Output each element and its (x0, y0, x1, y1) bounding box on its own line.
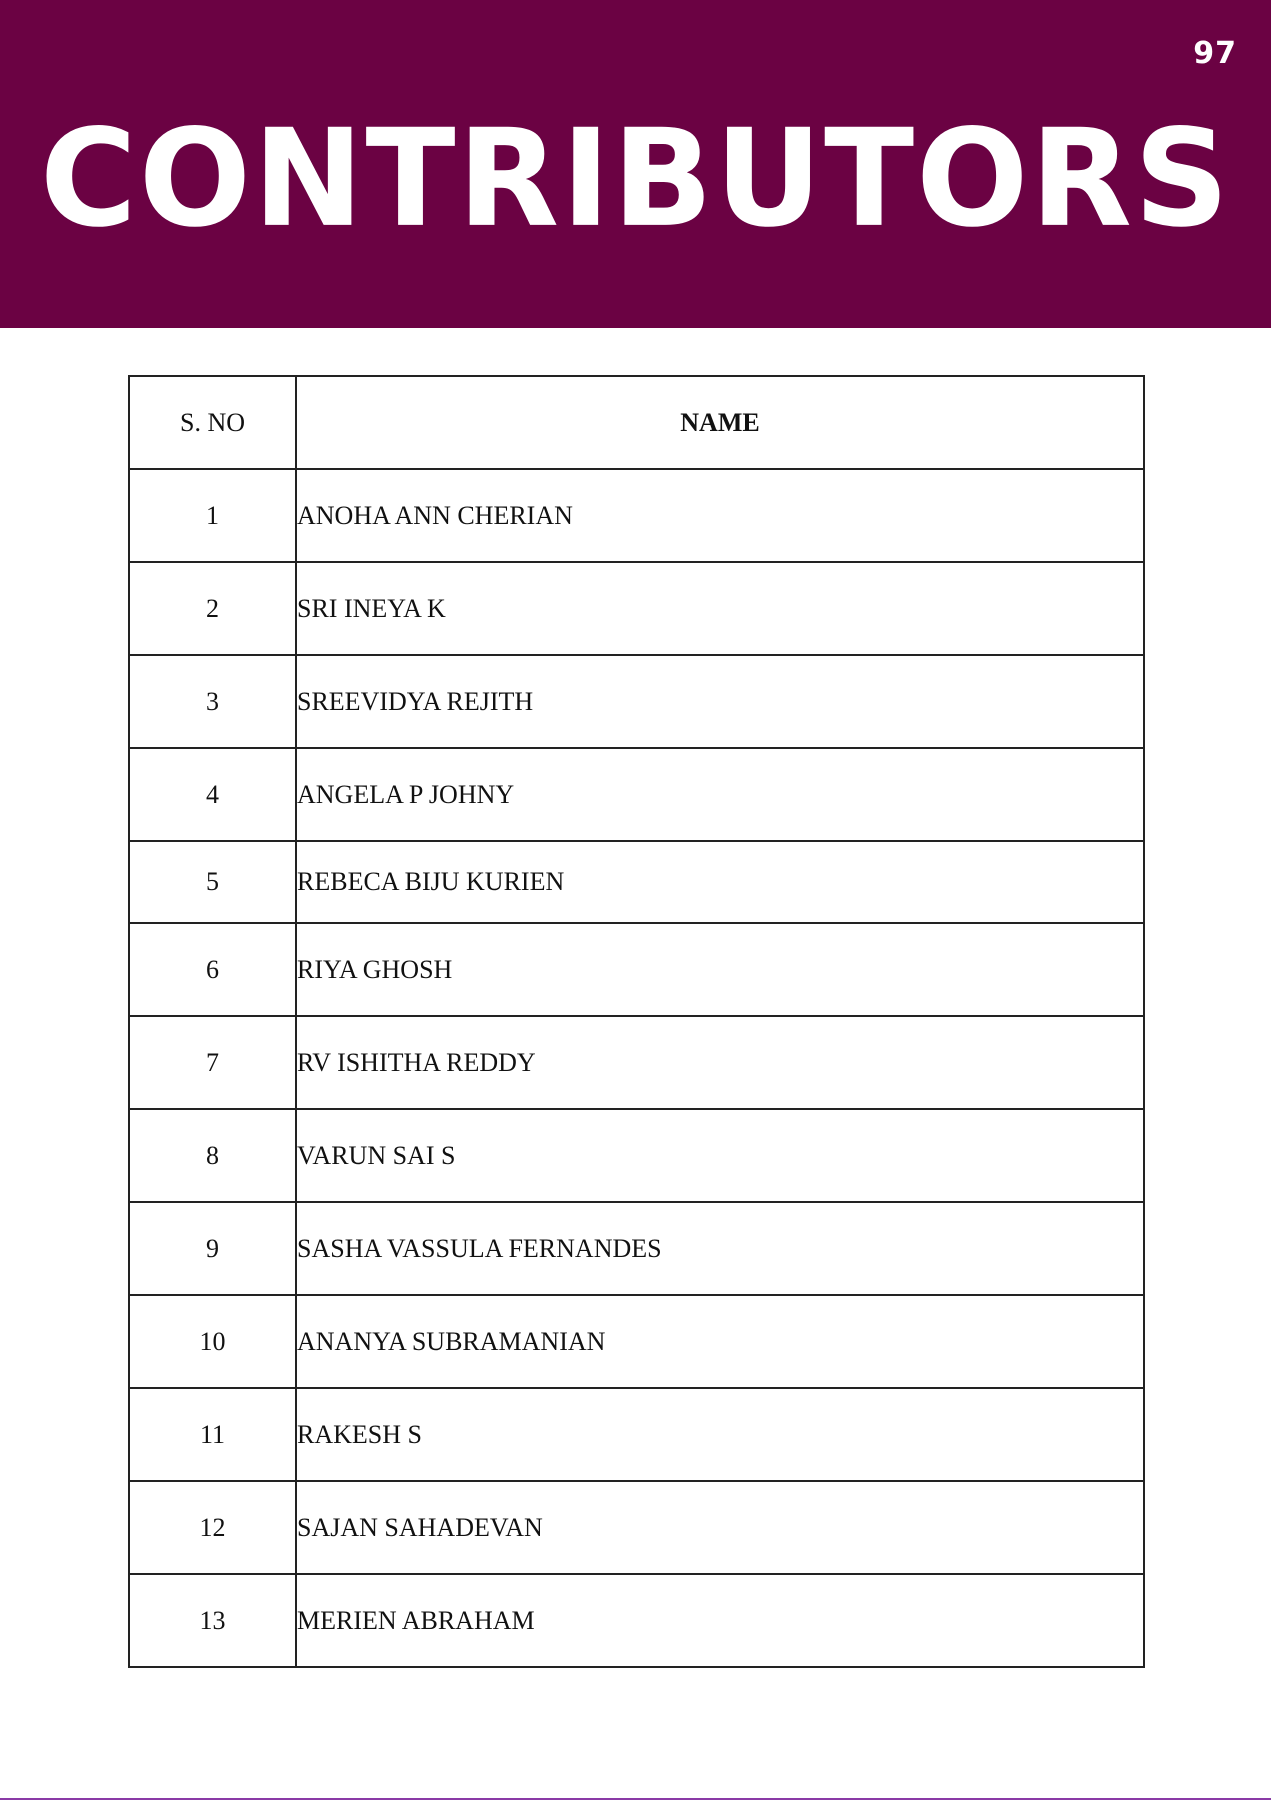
row-name: RV ISHITHA REDDY (296, 1016, 1144, 1109)
table-row (129, 1481, 1144, 1574)
table-row (129, 841, 1144, 923)
row-sno: 5 (129, 841, 296, 923)
table-row (129, 1574, 1144, 1667)
page-number: 97 (1193, 36, 1237, 71)
row-name: SRI INEYA K (296, 562, 1144, 655)
row-name: ANANYA SUBRAMANIAN (296, 1295, 1144, 1388)
header-sno: S. NO (129, 376, 296, 469)
row-sno: 9 (129, 1202, 296, 1295)
row-name: SREEVIDYA REJITH (296, 655, 1144, 748)
row-name: RAKESH S (296, 1388, 1144, 1481)
table-row (129, 655, 1144, 748)
table-row (129, 923, 1144, 1016)
table-row (129, 562, 1144, 655)
row-sno: 10 (129, 1295, 296, 1388)
row-name: SAJAN SAHADEVAN (296, 1481, 1144, 1574)
row-name: RIYA GHOSH (296, 923, 1144, 1016)
table-header-row (129, 376, 1144, 469)
row-name: REBECA BIJU KURIEN (296, 841, 1144, 923)
row-name: VARUN SAI S (296, 1109, 1144, 1202)
row-sno: 3 (129, 655, 296, 748)
page-title: CONTRIBUTORS (39, 100, 1232, 258)
table-row (129, 748, 1144, 841)
row-sno: 11 (129, 1388, 296, 1481)
table-row (129, 1388, 1144, 1481)
row-sno: 7 (129, 1016, 296, 1109)
table-row (129, 1295, 1144, 1388)
row-sno: 1 (129, 469, 296, 562)
row-sno: 4 (129, 748, 296, 841)
row-sno: 2 (129, 562, 296, 655)
row-name: ANOHA ANN CHERIAN (296, 469, 1144, 562)
row-name: SASHA VASSULA FERNANDES (296, 1202, 1144, 1295)
table-row (129, 1202, 1144, 1295)
row-name: MERIEN ABRAHAM (296, 1574, 1144, 1667)
header-name: NAME (296, 376, 1144, 469)
table-row (129, 1016, 1144, 1109)
row-sno: 6 (129, 923, 296, 1016)
table-row (129, 1109, 1144, 1202)
header-banner (0, 0, 1271, 328)
row-sno: 8 (129, 1109, 296, 1202)
row-sno: 13 (129, 1574, 296, 1667)
row-sno: 12 (129, 1481, 296, 1574)
row-name: ANGELA P JOHNY (296, 748, 1144, 841)
contributors-table (128, 375, 1145, 1668)
table-row (129, 469, 1144, 562)
